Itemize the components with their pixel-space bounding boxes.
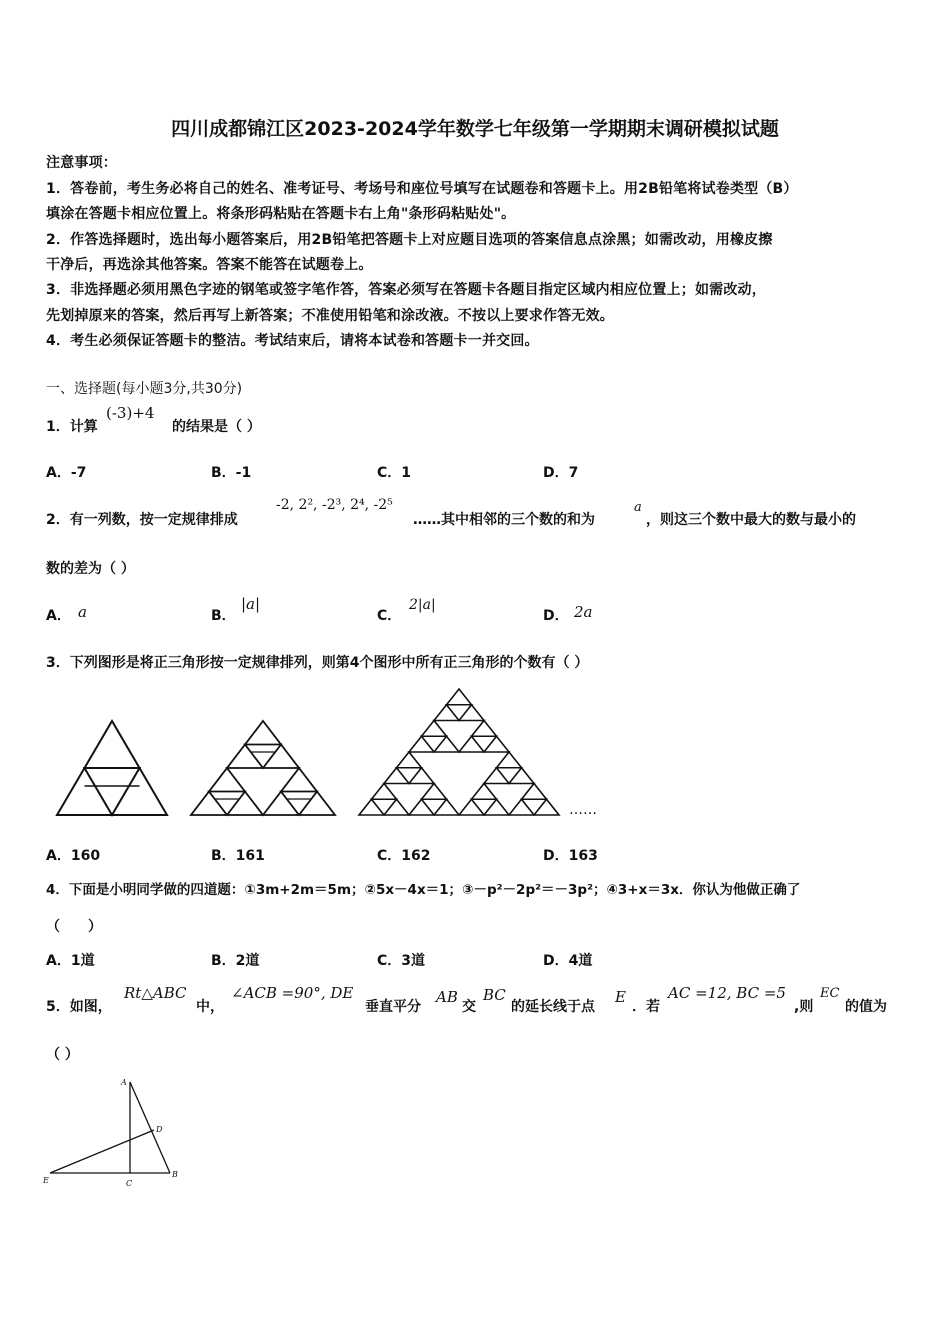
q4-text: 4．下面是小明同学做的四道题：①3m+2m＝5m；②5x－4x＝1；③－p²－2p²＝－3p²；④3+x＝3x．你认为他做正确了 (46, 882, 801, 898)
q2-middle: ……其中相邻的三个数的和为 (413, 512, 595, 528)
notice-line: 4．考生必须保证答题卡的整洁。考试结束后，请将本试卷和答题卡一并交回。 (46, 333, 539, 349)
label-b: B (172, 1170, 178, 1179)
q2-option-c-label: C． (377, 608, 402, 624)
q2-line2: 数的差为（ ） (46, 561, 135, 577)
q2-option-c-value: 2|a| (409, 597, 436, 613)
q5-text-4: 的延长线于点 (511, 999, 595, 1015)
notice-line: 1．答卷前，考生务必将自己的姓名、准考证号、考场号和座位号填写在试题卷和答题卡上。用2B铅笔将试卷类型（B） (46, 181, 798, 197)
label-d: D (156, 1125, 163, 1134)
q2-suffix: ，则这三个数中最大的数与最小的 (646, 512, 856, 528)
section-heading: 一、选择题(每小题3分,共30分) (46, 381, 243, 397)
notice-line: 干净后，再选涂其他答案。答案不能答在试题卷上。 (46, 257, 373, 273)
q5-triangle: Rt△ABC (124, 984, 187, 1002)
q2-prefix: 2．有一列数，按一定规律排成 (46, 512, 238, 528)
notice-line: 2．作答选择题时，选出每小题答案后，用2B铅笔把答题卡上对应题目选项的答案信息点涂黑；如需改动，用橡皮擦 (46, 232, 773, 248)
q1-option-d: D．7 (543, 465, 579, 481)
q3-option-c: C．162 (377, 848, 431, 864)
q4-paren: （ ） (46, 919, 102, 935)
q3-option-b: B．161 (211, 848, 265, 864)
q3-text: 3．下列图形是将正三角形按一定规律排列，则第4个图形中所有正三角形的个数有（ ） (46, 655, 589, 671)
q4-option-a: A．1道 (46, 953, 95, 969)
notice-line: 3．非选择题必须用黑色字迹的钢笔或签字笔作答，答案必须写在答题卡各题目指定区域内相应位置上；如需改动， (46, 282, 766, 298)
q5-ab: AB (436, 988, 458, 1006)
q1-suffix: 的结果是（ ） (172, 419, 261, 435)
q1-prefix: 1．计算 (46, 419, 98, 435)
segment-ab (130, 1082, 170, 1173)
q1-option-b: B．-1 (211, 465, 252, 481)
q3-ellipsis: …… (569, 802, 597, 818)
q2-variable: a (634, 500, 642, 515)
q5-paren: （ ） (46, 1047, 79, 1063)
q4-option-b: B．2道 (211, 953, 260, 969)
label-e: E (43, 1176, 49, 1185)
q2-option-d-value: 2a (574, 603, 593, 621)
q2-sequence: -2, 2², -2³, 2⁴, -2⁵ (276, 497, 393, 513)
q5-prefix: 5．如图， (46, 999, 112, 1015)
q3-figure-1 (52, 718, 172, 818)
q2-option-d-label: D． (543, 608, 569, 624)
q4-option-d: D．4道 (543, 953, 593, 969)
q1-option-c: C．1 (377, 465, 412, 481)
label-c: C (126, 1179, 133, 1188)
segment-ed (50, 1130, 154, 1173)
q5-ec: EC (820, 986, 840, 1001)
q2-option-b-value: |a| (241, 595, 261, 613)
q5-text-1: 中， (196, 999, 224, 1015)
q1-option-a: A．-7 (46, 465, 87, 481)
q5-values: AC =12, BC =5 (668, 984, 786, 1002)
notice-heading: 注意事项： (46, 155, 117, 171)
q5-text-5: ．若 (632, 999, 660, 1015)
q2-option-a-label: A． (46, 608, 71, 624)
q3-option-a: A．160 (46, 848, 101, 864)
q2-option-b-label: B． (211, 608, 236, 624)
q5-text-6: ,则 (794, 999, 814, 1015)
q5-text-2: 垂直平分 (365, 999, 421, 1015)
q1-expression: (-3)+4 (106, 404, 155, 422)
q3-figure-3 (356, 686, 562, 818)
q5-figure (40, 1070, 190, 1195)
q5-e: E (615, 988, 626, 1006)
q4-option-c: C．3道 (377, 953, 426, 969)
q2-option-a-value: a (78, 603, 87, 621)
q5-text-3: 交 (462, 999, 476, 1015)
label-a: A (121, 1078, 127, 1087)
q3-option-d: D．163 (543, 848, 598, 864)
notice-line: 填涂在答题卡相应位置上。将条形码粘贴在答题卡右上角"条形码粘贴处"。 (46, 206, 516, 222)
q5-bc: BC (483, 986, 506, 1004)
page-title: 四川成都锦江区2023-2024学年数学七年级第一学期期末调研模拟试题 (171, 118, 779, 140)
notice-line: 先划掉原来的答案，然后再写上新答案；不准使用铅笔和涂改液。不按以上要求作答无效。 (46, 308, 614, 324)
q5-condition: ∠ACB =90°, DE (231, 984, 354, 1002)
q5-text-7: 的值为 (845, 999, 887, 1015)
q3-figure-2 (188, 718, 338, 818)
